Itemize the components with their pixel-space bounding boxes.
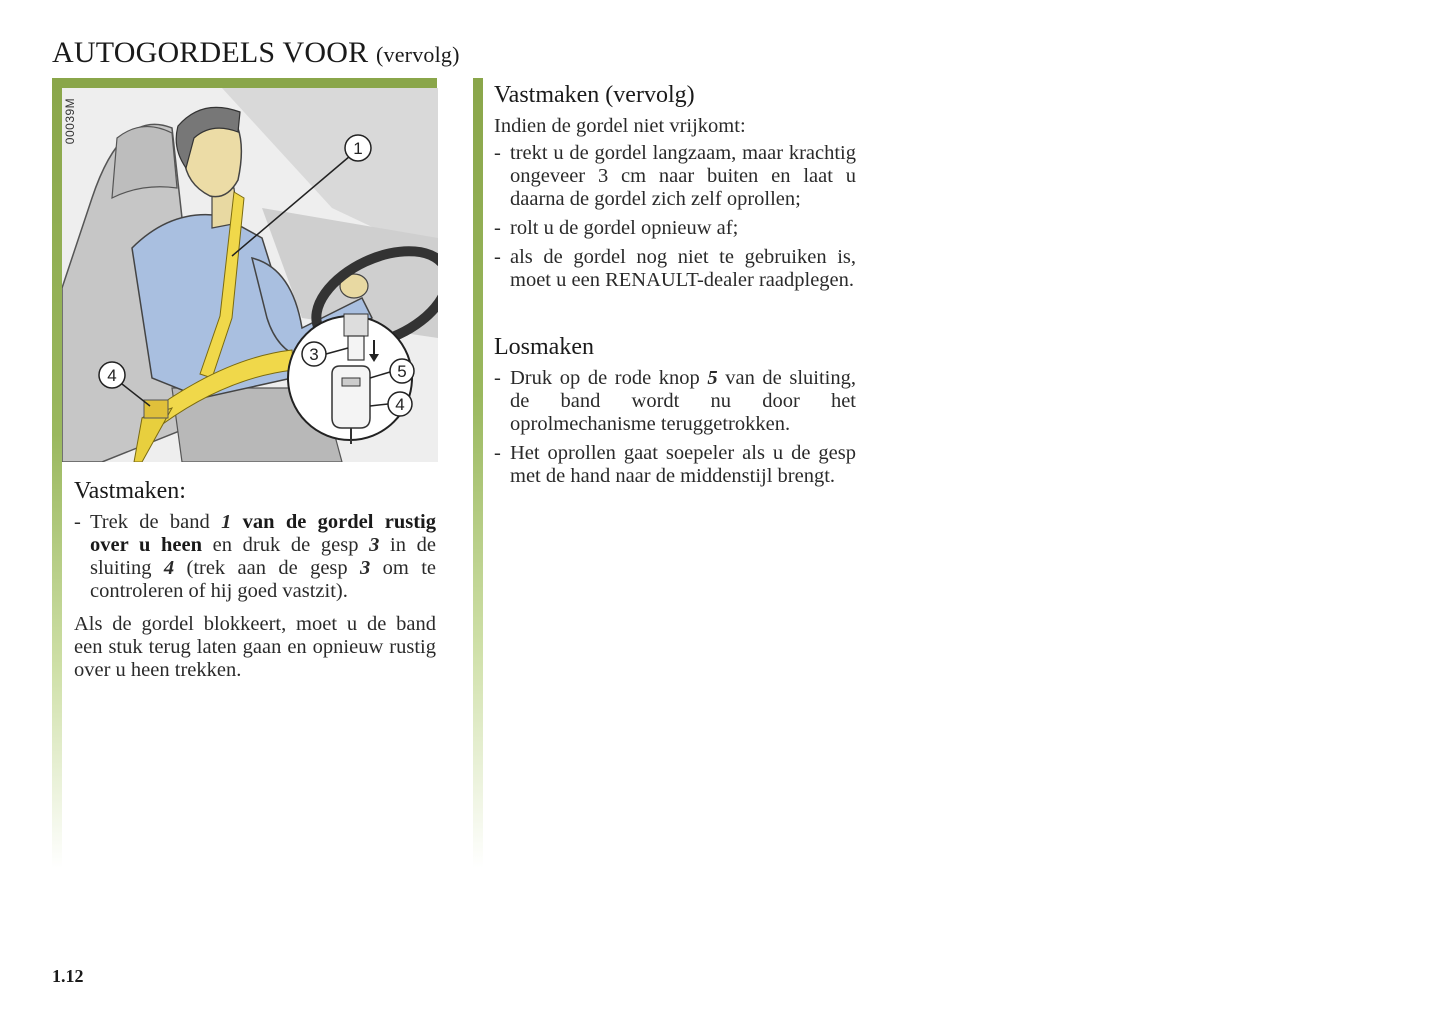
page-title-main: AUTOGORDELS VOOR — [52, 36, 369, 69]
accent-bar-top — [52, 78, 437, 88]
callout-4-left-label: 4 — [107, 366, 117, 385]
list-dash: - — [494, 367, 501, 389]
page-title-sub: (vervolg) — [375, 42, 460, 67]
intro-text: Indien de gordel niet vrijkomt: — [494, 115, 746, 137]
text-run: in de sluiting — [90, 534, 436, 579]
ref-number: 3 — [369, 534, 380, 556]
text-run: en druk de gesp — [202, 534, 370, 556]
left-column — [74, 480, 436, 693]
list-item — [494, 246, 856, 292]
list-item — [494, 142, 856, 211]
right-column — [494, 84, 856, 494]
callout-4-right-label: 4 — [395, 395, 405, 414]
list-item — [494, 217, 856, 240]
list-dash: - — [494, 442, 501, 464]
figure-code: 00039M — [63, 97, 77, 145]
list-dash: - — [494, 217, 501, 239]
accent-bar-left — [52, 78, 62, 868]
callout-5-label: 5 — [397, 362, 407, 381]
list-text: als de gordel nog niet te gebruiken is, moet u een RENAULT-dealer raadplegen. — [510, 246, 856, 291]
list-dash: - — [494, 142, 501, 164]
list-dash: - — [74, 511, 81, 533]
accent-bar-right — [473, 78, 483, 868]
ref-number: 5 — [707, 367, 718, 389]
text-run: Trek de band — [90, 511, 222, 533]
text-run: (trek aan de gesp — [174, 557, 361, 579]
paragraph-blocked: Als de gordel blokkeert, moet u de band een stuk terug laten gaan en opnieuw rustig over u heen trekken. — [74, 613, 436, 681]
page-title — [52, 36, 460, 70]
callout-3-label: 3 — [309, 345, 319, 364]
list-item — [74, 511, 436, 603]
ref-number: 1 — [221, 511, 232, 533]
section-heading-release: Losmaken — [494, 334, 594, 360]
seatbelt-illustration — [62, 88, 438, 462]
list-text: Het oprollen gaat soepeler als u de gesp met de hand naar de middenstijl brengt. — [510, 442, 856, 487]
list-item — [494, 367, 856, 436]
list-dash: - — [494, 246, 501, 268]
section-heading-fastening-continued: Vastmaken (vervolg) — [494, 82, 695, 108]
text-run: van de sluiting, de band wordt nu door het oprolmechanisme teruggetrokken. — [510, 367, 856, 435]
section-heading-fastening: Vastmaken: — [74, 478, 186, 504]
text-run: Druk op de rode knop — [510, 367, 708, 389]
list-item — [494, 442, 856, 488]
page-number: 1.12 — [52, 966, 84, 986]
callout-1-label: 1 — [353, 139, 363, 158]
ref-number: 3 — [360, 557, 371, 579]
seatbelt-drawing — [62, 88, 438, 462]
bold-run: van de gordel rustig over u heen — [90, 511, 436, 556]
list-text: rolt u de gordel opnieuw af; — [510, 217, 739, 239]
ref-number: 4 — [163, 557, 175, 579]
list-text: trekt u de gordel langzaam, maar krachtig ongeveer 3 cm naar buiten en laat u daarna de gordel zich zelf oprollen; — [510, 142, 856, 210]
text-run: om te controleren of hij goed vastzit). — [90, 557, 436, 602]
figure-code-label — [63, 90, 79, 152]
